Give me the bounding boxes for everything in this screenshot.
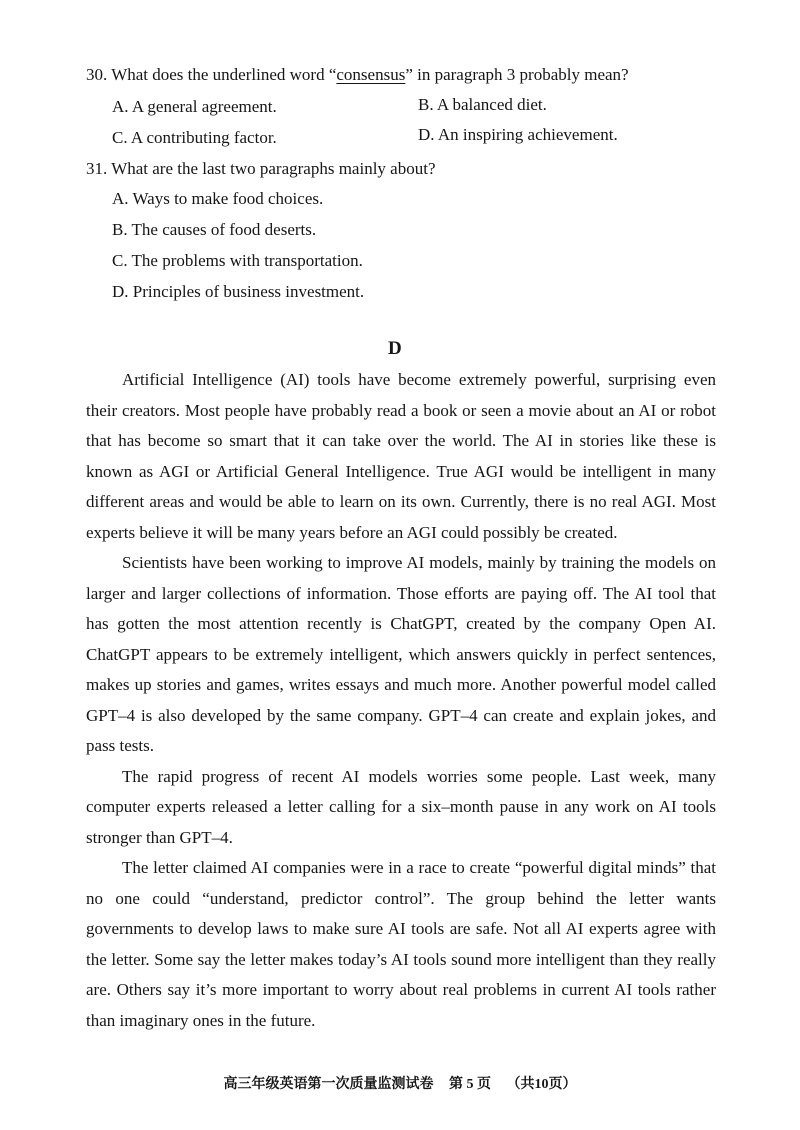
paragraph-2: Scientists have been working to improve AI models, mainly by training the models on larger and larger collections of information. Those efforts are paying off. The AI tool that has gotten the most attention recently is ChatGPT, created by the company Open AI. ChatGPT appears to be extremely intelligent, which answers quickly in perfect sentences, makes up stories and games, writes essays and much more. Another powerful model called GPT–4 is also developed by the same company. GPT–4 can create and explain jokes, and pass tests. xyxy=(86,553,716,755)
paragraph-1: Artificial Intelligence (AI) tools have become extremely powerful, surprising even their creators. Most people have probably read a book or seen a movie about an AI or robot that has become so smart that it can take over the world. The AI in stories like these is known as AGI or Artificial General Intelligence. True AGI would be intelligent in many different areas and would be able to learn on its own. Currently, there is no real AGI. Most experts believe it will be many years before an AGI could possibly be created. xyxy=(86,370,716,542)
question-31-option-a: A. Ways to make food choices. xyxy=(112,189,324,208)
question-30-option-b: B. A balanced diet. xyxy=(418,95,547,114)
question-30-option-d: D. An inspiring achievement. xyxy=(418,125,618,144)
question-30-stem-end: ” in paragraph 3 probably mean? xyxy=(405,65,629,84)
question-30-option-c: C. A contributing factor. xyxy=(112,128,277,147)
paragraph-3: The rapid progress of recent AI models worries some people. Last week, many computer experts released a letter calling for a six–month pause in any work on AI tools stronger than GPT–4. xyxy=(86,766,716,847)
section-title: D xyxy=(388,338,402,359)
question-31-option-c: C. The problems with transportation. xyxy=(112,251,363,270)
page-number: 第 5 页 xyxy=(449,1077,491,1092)
question-31-option-b: B. The causes of food deserts. xyxy=(112,220,317,239)
underlined-word: consensus xyxy=(336,65,406,84)
total-pages: （共10页） xyxy=(506,1077,577,1092)
question-30-stem xyxy=(86,64,629,86)
passage-d xyxy=(86,365,716,1036)
question-31-option-d: D. Principles of business investment. xyxy=(112,282,365,301)
question-30-option-a: A. A general agreement. xyxy=(112,97,277,116)
paragraph-4: The letter claimed AI companies were in a race to create “powerful digital minds” that no one could “understand, predictor control”. The group behind the letter wants governments to develop laws to make sure AI tools are safe. Not all AI experts agree with the letter. Some say the letter makes today’s AI tools sound more intelligent than they really are. Others say it’s more important to worry about real problems in current AI tools rather than imaginary ones in the future. xyxy=(86,858,716,1030)
page-footer xyxy=(0,1073,800,1093)
question-31-stem: 31. What are the last two paragraphs mainly about? xyxy=(86,159,436,178)
exam-title: 高三年级英语第一次质量监测试卷 xyxy=(223,1077,434,1092)
question-30-stem-start: 30. What does the underlined word “ xyxy=(86,65,337,84)
